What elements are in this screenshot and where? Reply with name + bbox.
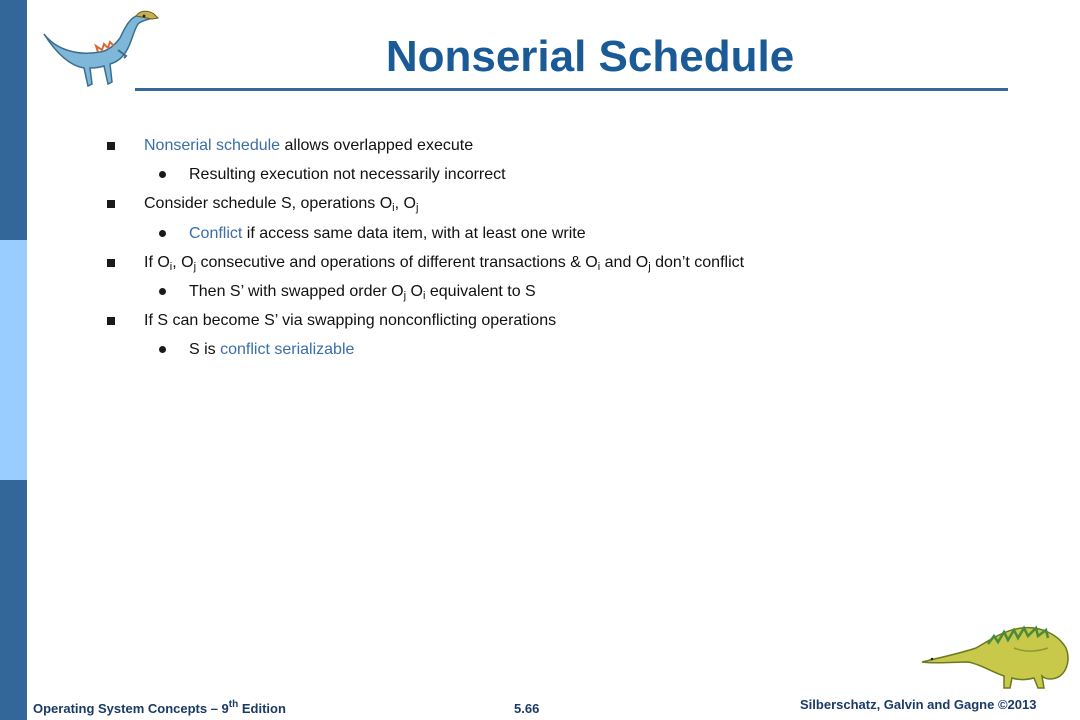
- bullet-3-sub-1-part-3: i: [422, 290, 426, 302]
- footer-book-title: [33, 701, 286, 716]
- bullet-2-part-0: Consider schedule S, operations O: [144, 195, 393, 212]
- bullet-2-part-2: , O: [394, 195, 416, 212]
- bullet-1: [144, 136, 473, 156]
- bullet-3-part-1: i: [169, 261, 173, 273]
- bullet-2-sub-1-part-1: if access same data item, with at least one write: [242, 225, 586, 242]
- bullet-3-part-5: i: [597, 261, 601, 273]
- bullet-1-sub-1-part-0: Resulting execution not necessarily incorrect: [189, 166, 506, 183]
- bullet-3-part-7: j: [648, 261, 651, 273]
- bullet-2-part-3: j: [415, 202, 419, 214]
- bullet-3-part-4: consecutive and operations of different transactions & O: [196, 254, 598, 271]
- square-bullet-icon: [107, 317, 115, 325]
- square-bullet-icon: [107, 259, 115, 267]
- bullet-1-part-0: Nonserial schedule: [144, 137, 281, 154]
- round-bullet-icon: [159, 171, 166, 178]
- bullet-3-sub-1-part-1: j: [403, 290, 407, 302]
- slide-title: Nonserial Schedule: [385, 32, 795, 81]
- footer-book-title-suffix: Edition: [238, 701, 286, 716]
- round-bullet-icon: [159, 346, 166, 353]
- bullet-4: [144, 311, 556, 331]
- bullet-4-sub-1-part-0: S is: [189, 341, 221, 358]
- square-bullet-icon: [107, 200, 115, 208]
- left-sidebar: [0, 0, 27, 720]
- bullet-3-sub-1-part-2: O: [406, 283, 423, 300]
- dinosaur-bottom-icon: [918, 618, 1074, 692]
- round-bullet-icon: [159, 288, 166, 295]
- square-bullet-icon: [107, 142, 115, 150]
- sidebar-segment-dark-bottom: [0, 480, 27, 720]
- bullet-4-sub-1-part-1: conflict serializable: [220, 341, 355, 358]
- bullet-3-part-6: and O: [600, 254, 649, 271]
- bullet-3-sub-1-part-0: Then S’ with swapped order O: [189, 283, 404, 300]
- bullet-2-sub-1-part-0: Conflict: [189, 225, 243, 242]
- bullet-3-part-0: If O: [144, 254, 170, 271]
- bullet-1-sub-1: [189, 165, 506, 185]
- round-bullet-icon: [159, 230, 166, 237]
- bullet-3-part-2: , O: [172, 254, 194, 271]
- footer-book-title-prefix: Operating System Concepts – 9: [33, 701, 229, 716]
- bullet-3-part-8: don’t conflict: [650, 254, 745, 271]
- bullet-3-part-3: j: [193, 261, 197, 273]
- bullet-2-part-1: i: [392, 202, 395, 214]
- footer-authors: Silberschatz, Galvin and Gagne ©2013: [800, 697, 1037, 712]
- bullet-4-sub-1: [189, 340, 354, 360]
- bullet-3-sub-1-part-4: equivalent to S: [425, 283, 536, 300]
- footer-book-title-sup: th: [228, 699, 239, 710]
- bullet-2: [144, 194, 418, 214]
- bullet-4-part-0: If S can become S’ via swapping nonconflicting operations: [144, 312, 557, 329]
- title-divider: [135, 88, 1008, 91]
- sidebar-segment-light: [0, 240, 27, 480]
- bullet-3: [144, 253, 744, 273]
- footer-page-number: 5.66: [514, 701, 540, 716]
- bullet-3-sub-1: [189, 282, 536, 302]
- bullet-2-sub-1: [189, 224, 586, 244]
- bullet-1-part-1: allows overlapped execute: [280, 137, 474, 154]
